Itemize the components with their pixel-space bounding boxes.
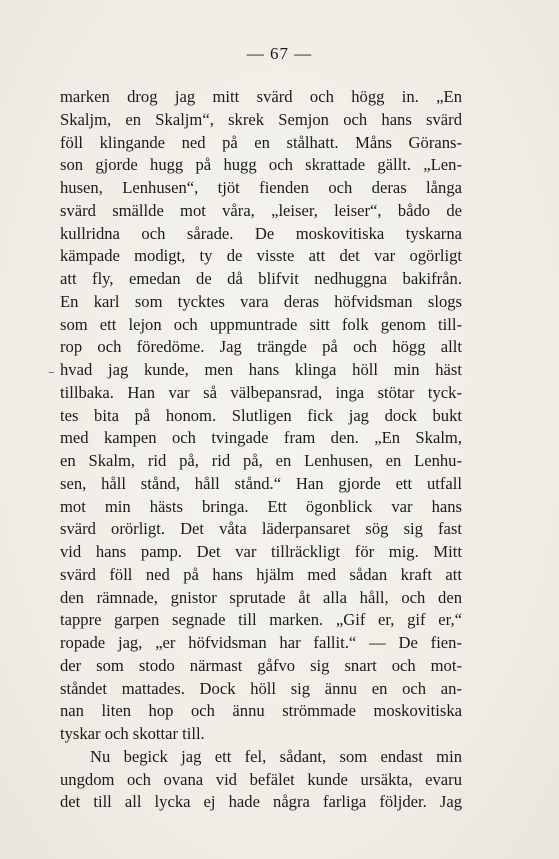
text-line: att fly, emedan de då blifvit nedhuggna bakifrån. bbox=[60, 269, 462, 288]
text-line: marken drog jag mitt svärd och högg in. „En bbox=[60, 87, 462, 106]
text-line: föll klingande ned på en stålhatt. Måns Görans- bbox=[60, 132, 462, 152]
page-number: — 67 — bbox=[246, 44, 313, 63]
text-line: den rämnade, gnistor sprutade åt alla håll, och den bbox=[60, 587, 462, 607]
text-line: det till all lycka ej hade några farliga följder. Jag bbox=[60, 792, 462, 812]
text-line: kullridna och sårade. De moskovitiska tyskarna bbox=[60, 223, 462, 243]
text-line: hvad jag kunde, men hans klinga höll min häst bbox=[60, 360, 462, 379]
margin-mark bbox=[49, 372, 54, 373]
text-line: kämpade modigt, ty de visste att det var ogörligt bbox=[60, 246, 462, 266]
text-line: tyskar och skottar till. bbox=[60, 724, 205, 743]
text-line: nan liten hop och ännu strömmade moskovitiska bbox=[60, 701, 462, 721]
text-line: en Skalm, rid på, rid på, en Lenhusen, en Lenhu- bbox=[60, 451, 462, 470]
text-line: svärd smällde mot våra, „leiser, leiser“, bådo de bbox=[60, 200, 462, 220]
text-line: ropade jag, „er höfvidsman har fallit.“ — De fien- bbox=[60, 633, 462, 652]
text-line: rop och föredöme. Jag trängde på och högg allt bbox=[60, 337, 462, 357]
text-line: son gjorde hugg på hugg och skrattade gällt. „Len- bbox=[60, 155, 462, 175]
text-line: vid hans pamp. Det var tillräckligt för mig. Mitt bbox=[60, 542, 462, 561]
text-line: En karl som tycktes vara deras höfvidsman slogs bbox=[60, 291, 462, 311]
text-line: tillbaka. Han var så välbepansrad, inga stötar tyck- bbox=[60, 382, 462, 402]
body-text bbox=[60, 86, 462, 814]
text-line: der som stodo närmast gåfvo sig snart och mot- bbox=[60, 655, 462, 675]
text-line: husen, Lenhusen“, tjöt fienden och deras långa bbox=[60, 178, 462, 197]
text-line: tes bita på honom. Slutligen fick jag dock bukt bbox=[60, 405, 462, 425]
text-line: Nu begick jag ett fel, sådant, som endast min bbox=[90, 746, 462, 766]
text-line: Skaljm, en Skaljm“, skrek Semjon och hans svärd bbox=[60, 109, 462, 129]
text-line: ståndet mattades. Dock höll sig ännu en och an- bbox=[60, 678, 462, 698]
text-line: tappre garpen segnade till marken. „Gif er, gif er,“ bbox=[60, 610, 462, 630]
text-line: mot min hästs bringa. Ett ögonblick var hans bbox=[60, 496, 462, 516]
text-line: ungdom och ovana vid befälet kunde ursäkta, evaru bbox=[60, 769, 462, 789]
text-line: som ett lejon och uppmuntrade sitt folk genom till- bbox=[60, 314, 462, 334]
text-line: med kampen och tvingade fram den. „En Skalm, bbox=[60, 428, 462, 448]
text-line: sen, håll stånd, håll stånd.“ Han gjorde ett utfall bbox=[60, 473, 462, 493]
text-line: svärd föll ned på hans hjälm med sådan kraft att bbox=[60, 564, 462, 584]
text-line: svärd orörligt. Det våta läderpansaret sög sig fast bbox=[60, 519, 462, 539]
